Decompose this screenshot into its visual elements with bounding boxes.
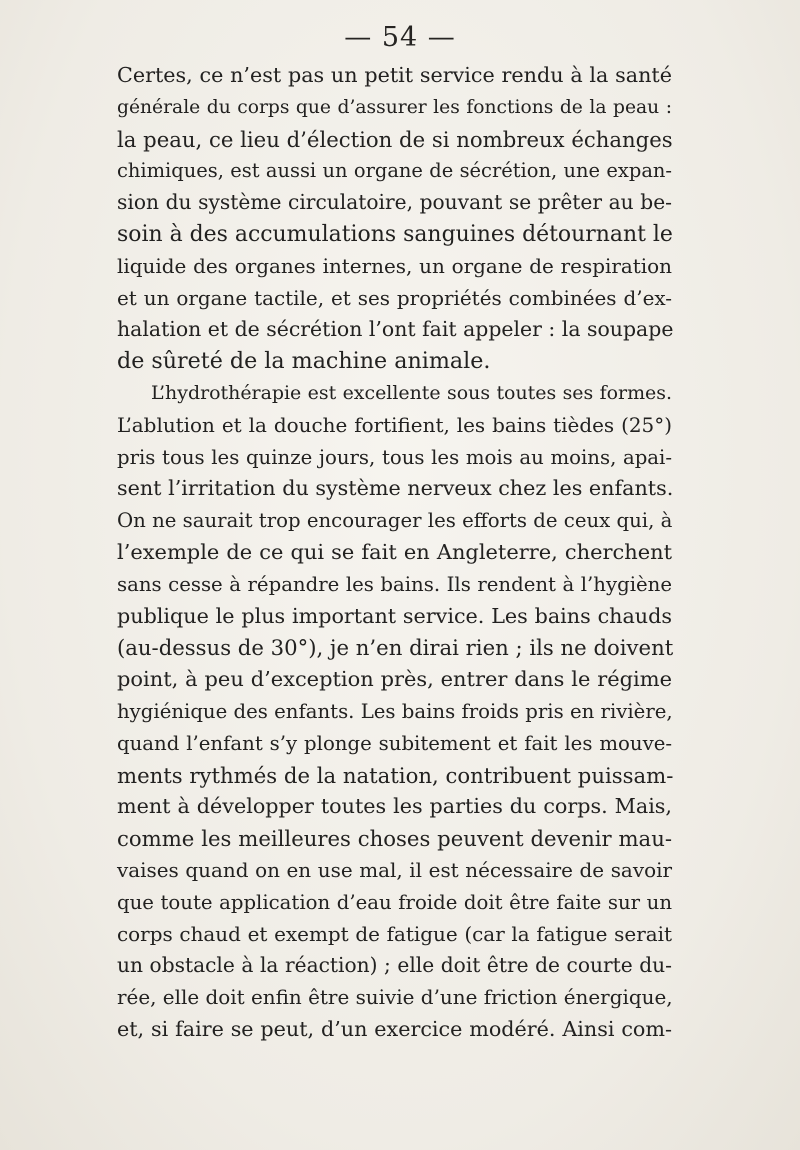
text-line: la peau, ce lieu d’élection de si nombreux échanges xyxy=(117,126,673,152)
text-line: générale du corps que d’assurer les fonctions de la peau : xyxy=(117,96,672,118)
text-line: ments rythmés de la natation, contribuent puissam- xyxy=(117,762,674,788)
text-line: comme les meilleures choses peuvent devenir mau- xyxy=(117,826,672,852)
text-line: de sûreté de la machine animale. xyxy=(117,348,491,375)
text-line: sans cesse à répandre les bains. Ils rendent à l’hygiène xyxy=(117,572,672,596)
text-line: hygiénique des enfants. Les bains froids pris en rivière, xyxy=(117,699,673,723)
text-line: chimiques, est aussi un organe de sécrétion, une expan- xyxy=(117,159,672,183)
body-text xyxy=(117,60,672,1046)
text-line: publique le plus important service. Les bains chauds xyxy=(117,603,672,628)
page-number: — 54 — xyxy=(344,22,456,53)
text-line: quand l’enfant s’y plonge subitement et fait les mouve- xyxy=(117,731,672,755)
text-line: l’exemple de ce qui se fait en Angleterre, cherchent xyxy=(117,539,672,564)
text-line: que toute application d’eau froide doit être faite sur un xyxy=(117,890,672,914)
text-line: halation et de sécrétion l’ont fait appeler : la soupape xyxy=(117,317,674,342)
text-line: point, à peu d’exception près, entrer dans le régime xyxy=(117,667,672,692)
text-line: vaises quand on en use mal, il est nécessaire de savoir xyxy=(117,857,672,882)
text-line: pris tous les quinze jours, tous les mois au moins, apai- xyxy=(117,445,672,469)
text-line: ment à développer toutes les parties du corps. Mais, xyxy=(117,794,672,819)
text-line: L’ablution et la douche fortifient, les bains tièdes (25°) xyxy=(117,412,672,437)
text-line: rée, elle doit enfin être suivie d’une friction énergique, xyxy=(117,985,673,1010)
text-line: un obstacle à la réaction) ; elle doit être de courte du- xyxy=(117,953,672,978)
text-line: Certes, ce n’est pas un petit service rendu à la santé xyxy=(117,63,672,87)
text-line: liquide des organes internes, un organe de respiration xyxy=(117,253,672,278)
text-line: On ne saurait trop encourager les efforts de ceux qui, à xyxy=(117,509,673,533)
text-line: (au-dessus de 30°), je n’en dirai rien ; ils ne doivent xyxy=(117,635,674,661)
text-line: soin à des accumulations sanguines détournant le xyxy=(117,221,673,247)
text-line: sent l’irritation du système nerveux chez les enfants. xyxy=(117,476,674,501)
text-line: et, si faire se peut, d’un exercice modéré. Ainsi com- xyxy=(117,1016,672,1041)
text-line: corps chaud et exempt de fatigue (car la fatigue serait xyxy=(117,921,672,946)
text-line: et un organe tactile, et ses propriétés combinées d’ex- xyxy=(117,285,672,310)
text-line: sion du système circulatoire, pouvant se prêter au be- xyxy=(117,190,672,215)
text-line: L’hydrothérapie est excellente sous toutes ses formes. xyxy=(151,381,672,404)
